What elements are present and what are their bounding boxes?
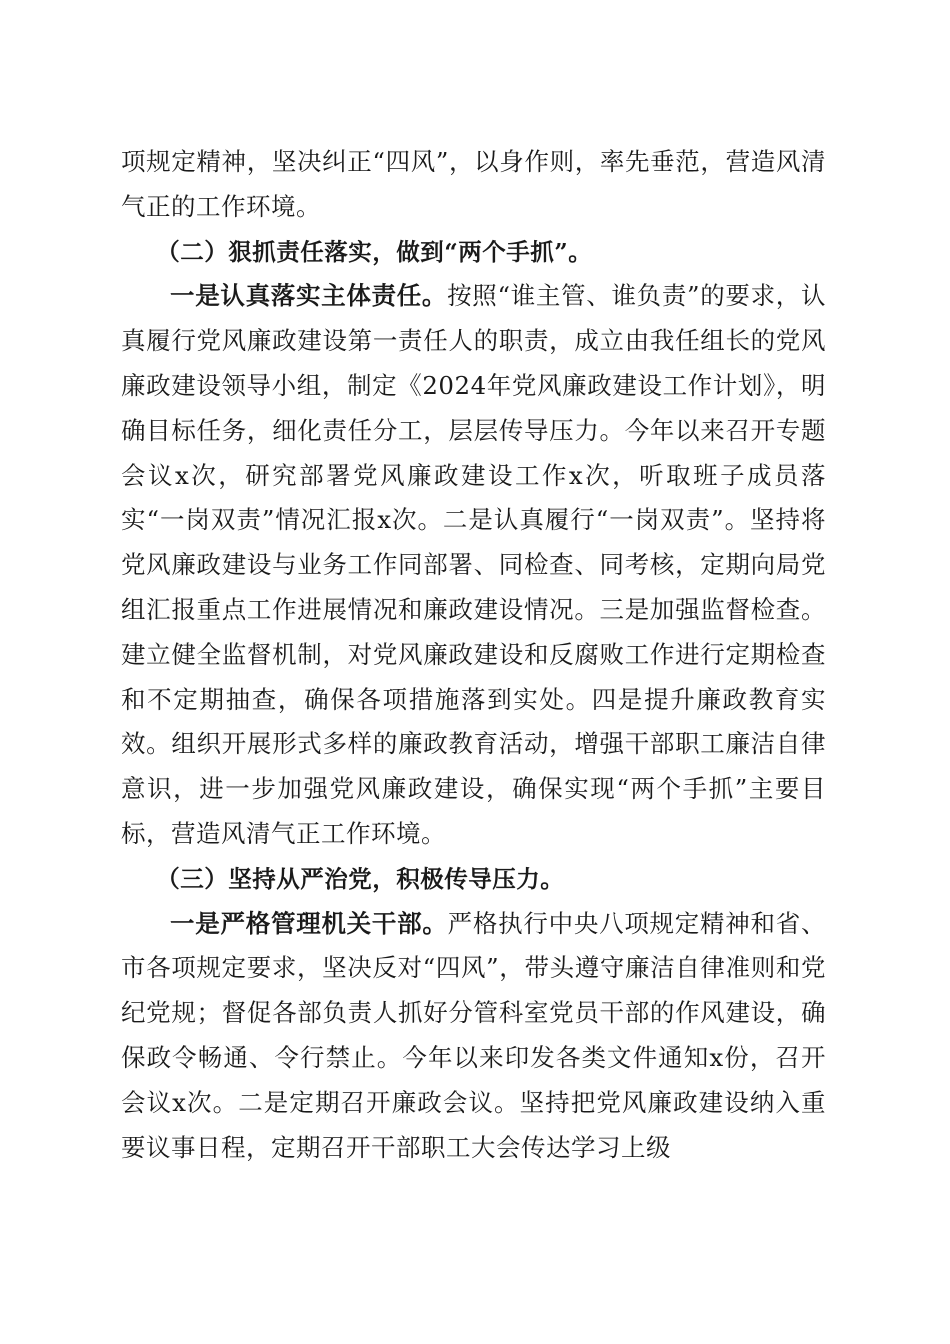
paragraph-responsibility [121,274,826,856]
paragraph-text: 按照“谁主管、谁负责”的要求，认真履行党风廉政建设第一责任人的职责，成立由我任组长的党风廉政建设领导小组，制定《2024年党风廉政建设工作计划》，明确目标任务，细化责任分工，层层传导压力。今年以来召开专题会议x次，研究部署党风廉政建设工作x次，听取班子成员落实“一岗双责”情况汇报x次。二是认真履行“一岗双责”。坚持将党风廉政建设与业务工作同部署、同检查、同考核，定期向局党组汇报重点工作进展情况和廉政建设情况。三是加强监督检查。建立健全监督机制，对党风廉政建设和反腐败工作进行定期检查和不定期抽查，确保各项措施落到实处。四是提升廉政教育实效。组织开展形式多样的廉政教育活动，增强干部职工廉洁自律意识，进一步加强党风廉政建设，确保实现“两个手抓”主要目标，营造风清气正工作环境。 [121,281,826,848]
section-heading-2 [121,230,826,275]
section-heading-3 [121,857,826,902]
heading-text: （二）狠抓责任落实，做到“两个手抓”。 [156,237,593,266]
document-body [121,140,826,1170]
heading-text: （三）坚持从严治党，积极传导压力。 [156,864,565,893]
paragraph-lead: 一是认真落实主体责任。 [170,281,448,311]
paragraph-continuation [121,140,826,230]
paragraph-text: 项规定精神，坚决纠正“四风”，以身作则，率先垂范，营造风清气正的工作环境。 [121,147,826,221]
paragraph-discipline [121,902,826,1171]
paragraph-lead: 一是严格管理机关干部。 [170,908,448,938]
paragraph-text: 严格执行中央八项规定精神和省、市各项规定要求，坚决反对“四风”，带头遵守廉洁自律准则和党纪党规；督促各部负责人抓好分管科室党员干部的作风建设，确保政令畅通、令行禁止。今年以来印发各类文件通知x份，召开会议x次。二是定期召开廉政会议。坚持把党风廉政建设纳入重要议事日程，定期召开干部职工大会传达学习上级 [121,908,826,1162]
